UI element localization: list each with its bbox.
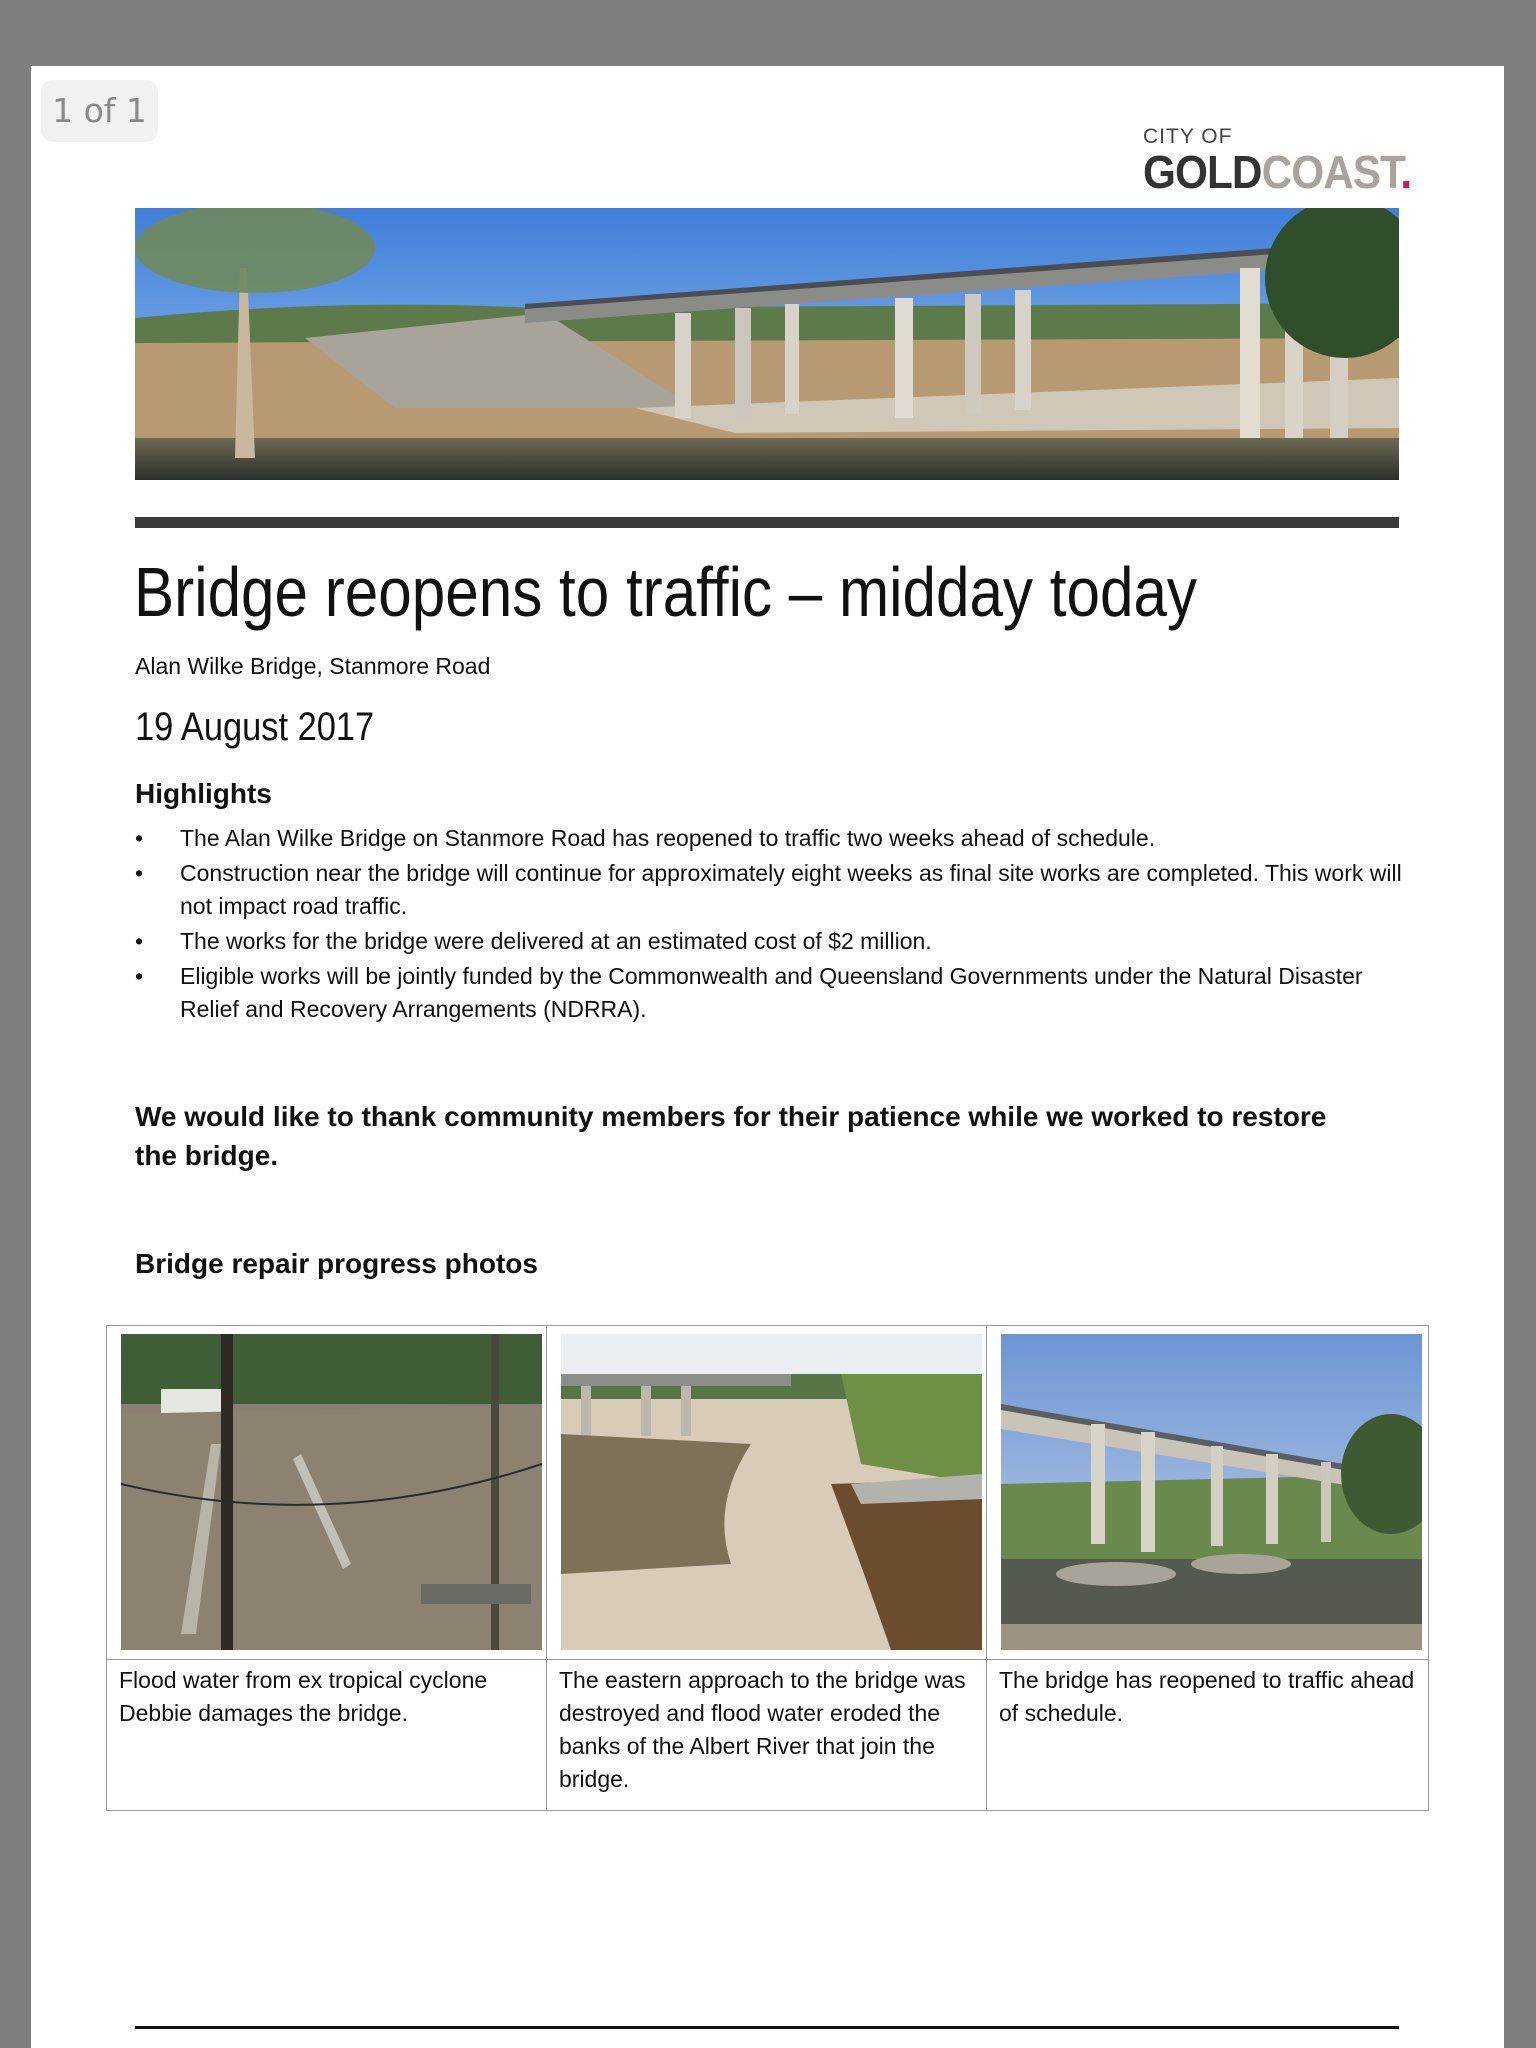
photos-heading: Bridge repair progress photos bbox=[135, 1248, 538, 1279]
logo-coast: COAST bbox=[1261, 146, 1401, 198]
logo-gold: GOLD bbox=[1143, 146, 1262, 198]
erosion-photo bbox=[561, 1334, 982, 1650]
document-title: Bridge reopens to traffic – midday today bbox=[134, 553, 1198, 631]
logo-wordmark bbox=[1143, 148, 1411, 196]
reopened-bridge-photo bbox=[1001, 1334, 1422, 1650]
highlights-list bbox=[135, 822, 1415, 1028]
highlight-item: • The works for the bridge were delivered at an estimated cost of $2 million. bbox=[135, 925, 1415, 958]
photo-caption: The bridge has reopened to traffic ahead of schedule. bbox=[999, 1667, 1415, 1726]
page-indicator: 1 of 1 bbox=[41, 80, 158, 142]
highlights-heading: Highlights bbox=[135, 778, 272, 809]
logo-city-of: CITY OF bbox=[1143, 125, 1233, 148]
document-date: 19 August 2017 bbox=[135, 705, 375, 749]
flood-photo bbox=[121, 1334, 542, 1650]
photo-caption: The eastern approach to the bridge was destroyed and flood water eroded the banks of the Albert River that join the bridge. bbox=[559, 1667, 966, 1792]
highlight-item: • The Alan Wilke Bridge on Stanmore Road has reopened to traffic two weeks ahead of schedule. bbox=[135, 822, 1415, 855]
footer-rule bbox=[135, 2026, 1399, 2029]
photo-table bbox=[106, 1325, 1429, 1811]
banner-bridge-photo bbox=[135, 208, 1399, 480]
photo-caption: Flood water from ex tropical cyclone Debbie damages the bridge. bbox=[119, 1667, 488, 1726]
document-subtitle: Alan Wilke Bridge, Stanmore Road bbox=[135, 653, 491, 679]
city-of-gold-coast-logo bbox=[1143, 126, 1435, 196]
highlight-item: • Construction near the bridge will continue for approximately eight weeks as final site works are completed. This work will not impact road traffic. bbox=[135, 857, 1415, 923]
logo-dot: . bbox=[1400, 146, 1412, 198]
highlight-item: • Eligible works will be jointly funded by the Commonwealth and Queensland Governments under the Natural Disaster Relief and Recovery Arrangements (NDRRA). bbox=[135, 960, 1415, 1026]
header-rule bbox=[135, 517, 1399, 528]
thanks-statement: We would like to thank community members for their patience while we worked to restore the bridge. bbox=[135, 1101, 1327, 1171]
